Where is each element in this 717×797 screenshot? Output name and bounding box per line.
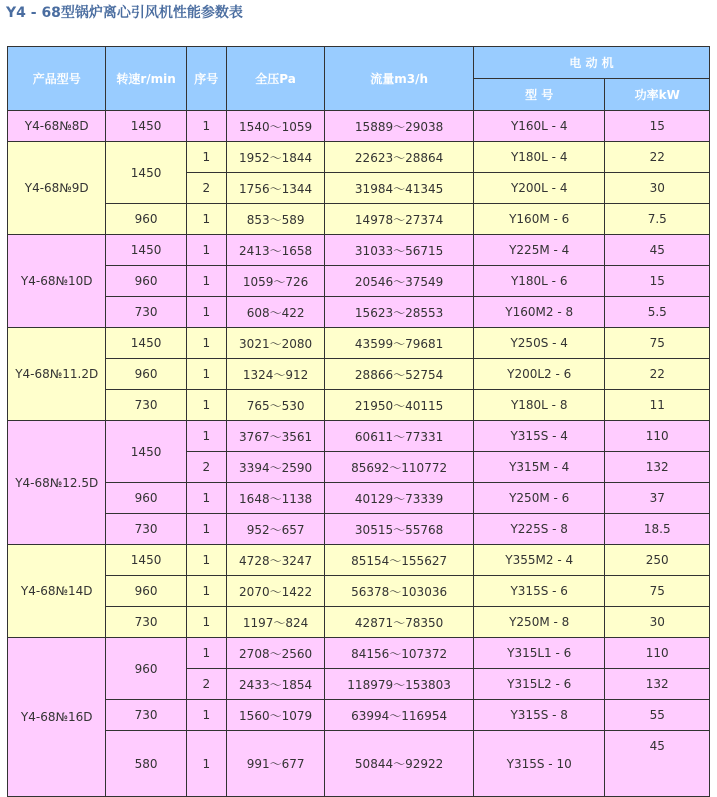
- header-flow: 流量m3/h: [325, 47, 474, 111]
- motor-model-cell: Y160L - 4: [473, 111, 605, 142]
- flow-cell: 43599～79681: [325, 328, 474, 359]
- seq-cell: 1: [186, 328, 226, 359]
- speed-cell: 1450: [106, 235, 186, 266]
- flow-cell: 85692～110772: [325, 452, 474, 483]
- header-speed: 转速r/min: [106, 47, 186, 111]
- table-row: [8, 297, 710, 328]
- model-cell: Y4-68№8D: [8, 111, 106, 142]
- speed-cell: 960: [106, 576, 186, 607]
- table-row: [8, 111, 710, 142]
- motor-model-cell: Y225S - 8: [473, 514, 605, 545]
- flow-cell: 22623～28864: [325, 142, 474, 173]
- motor-model-cell: Y160M - 6: [473, 204, 605, 235]
- seq-cell: 1: [186, 700, 226, 731]
- pressure-cell: 2708～2560: [226, 638, 324, 669]
- pressure-cell: 991～677: [226, 731, 324, 797]
- motor-model-cell: Y180L - 4: [473, 142, 605, 173]
- table-row: [8, 421, 710, 452]
- motor-model-cell: Y225M - 4: [473, 235, 605, 266]
- speed-cell: 960: [106, 359, 186, 390]
- table-row: [8, 142, 710, 173]
- power-cell: 132: [605, 669, 710, 700]
- seq-cell: 1: [186, 731, 226, 797]
- pressure-cell: 2433～1854: [226, 669, 324, 700]
- table-row: [8, 390, 710, 421]
- power-cell: 30: [605, 607, 710, 638]
- pressure-cell: 2413～1658: [226, 235, 324, 266]
- pressure-cell: 1952～1844: [226, 142, 324, 173]
- motor-model-cell: Y315S - 6: [473, 576, 605, 607]
- header-pressure: 全压Pa: [226, 47, 324, 111]
- model-cell: Y4-68№16D: [8, 638, 106, 797]
- header-power: 功率kW: [605, 79, 710, 111]
- speed-cell: 960: [106, 204, 186, 235]
- motor-model-cell: Y200L2 - 6: [473, 359, 605, 390]
- model-cell: Y4-68№10D: [8, 235, 106, 328]
- motor-model-cell: Y315S - 10: [473, 731, 605, 797]
- flow-cell: 15623～28553: [325, 297, 474, 328]
- pressure-cell: 608～422: [226, 297, 324, 328]
- flow-cell: 30515～55768: [325, 514, 474, 545]
- power-cell: 110: [605, 421, 710, 452]
- model-cell: Y4-68№9D: [8, 142, 106, 235]
- flow-cell: 40129～73339: [325, 483, 474, 514]
- pressure-cell: 1756～1344: [226, 173, 324, 204]
- motor-model-cell: Y180L - 6: [473, 266, 605, 297]
- speed-cell: 1450: [106, 545, 186, 576]
- speed-cell: 730: [106, 297, 186, 328]
- table-row: [8, 266, 710, 297]
- model-cell: Y4-68№11.2D: [8, 328, 106, 421]
- speed-cell: 1450: [106, 328, 186, 359]
- power-cell: 22: [605, 142, 710, 173]
- table-row: [8, 607, 710, 638]
- power-cell: 37: [605, 483, 710, 514]
- flow-cell: 63994～116954: [325, 700, 474, 731]
- table-row: [8, 576, 710, 607]
- flow-cell: 118979～153803: [325, 669, 474, 700]
- model-cell: Y4-68№14D: [8, 545, 106, 638]
- motor-model-cell: Y355M2 - 4: [473, 545, 605, 576]
- table-row: [8, 514, 710, 545]
- speed-cell: 1450: [106, 111, 186, 142]
- pressure-cell: 765～530: [226, 390, 324, 421]
- table-row: [8, 204, 710, 235]
- seq-cell: 1: [186, 142, 226, 173]
- flow-cell: 85154～155627: [325, 545, 474, 576]
- pressure-cell: 1560～1079: [226, 700, 324, 731]
- power-cell: 45: [605, 731, 710, 797]
- seq-cell: 1: [186, 235, 226, 266]
- flow-cell: 31984～41345: [325, 173, 474, 204]
- power-cell: 250: [605, 545, 710, 576]
- seq-cell: 1: [186, 111, 226, 142]
- power-cell: 15: [605, 266, 710, 297]
- table-row: [8, 700, 710, 731]
- speed-cell: 730: [106, 390, 186, 421]
- table-header: [8, 47, 710, 111]
- flow-cell: 50844～92922: [325, 731, 474, 797]
- speed-cell: 960: [106, 483, 186, 514]
- motor-model-cell: Y315M - 4: [473, 452, 605, 483]
- seq-cell: 1: [186, 514, 226, 545]
- header-model: 产品型号: [8, 47, 106, 111]
- pressure-cell: 4728～3247: [226, 545, 324, 576]
- pressure-cell: 1059～726: [226, 266, 324, 297]
- seq-cell: 1: [186, 204, 226, 235]
- power-cell: 45: [605, 235, 710, 266]
- power-cell: 11: [605, 390, 710, 421]
- seq-cell: 1: [186, 483, 226, 514]
- header-motor: 电 动 机: [473, 47, 709, 79]
- seq-cell: 2: [186, 173, 226, 204]
- power-cell: 7.5: [605, 204, 710, 235]
- motor-model-cell: Y315S - 8: [473, 700, 605, 731]
- motor-model-cell: Y200L - 4: [473, 173, 605, 204]
- seq-cell: 1: [186, 545, 226, 576]
- seq-cell: 2: [186, 452, 226, 483]
- speed-cell: 730: [106, 514, 186, 545]
- pressure-cell: 853～589: [226, 204, 324, 235]
- seq-cell: 1: [186, 638, 226, 669]
- pressure-cell: 952～657: [226, 514, 324, 545]
- power-cell: 5.5: [605, 297, 710, 328]
- power-cell: 75: [605, 328, 710, 359]
- fan-spec-table: [7, 46, 710, 797]
- motor-model-cell: Y250S - 4: [473, 328, 605, 359]
- flow-cell: 20546～37549: [325, 266, 474, 297]
- flow-cell: 56378～103036: [325, 576, 474, 607]
- seq-cell: 1: [186, 390, 226, 421]
- power-cell: 55: [605, 700, 710, 731]
- pressure-cell: 2070～1422: [226, 576, 324, 607]
- motor-model-cell: Y180L - 8: [473, 390, 605, 421]
- table-row: [8, 483, 710, 514]
- seq-cell: 1: [186, 607, 226, 638]
- flow-cell: 15889～29038: [325, 111, 474, 142]
- table-row: [8, 731, 710, 797]
- seq-cell: 1: [186, 576, 226, 607]
- speed-cell: 960: [106, 638, 186, 700]
- pressure-cell: 3767～3561: [226, 421, 324, 452]
- speed-cell: 730: [106, 700, 186, 731]
- motor-model-cell: Y315S - 4: [473, 421, 605, 452]
- table-row: [8, 545, 710, 576]
- table-body: [8, 111, 710, 797]
- flow-cell: 14978～27374: [325, 204, 474, 235]
- pressure-cell: 1324～912: [226, 359, 324, 390]
- speed-cell: 1450: [106, 421, 186, 483]
- pressure-cell: 3021～2080: [226, 328, 324, 359]
- pressure-cell: 1648～1138: [226, 483, 324, 514]
- motor-model-cell: Y250M - 6: [473, 483, 605, 514]
- power-cell: 75: [605, 576, 710, 607]
- speed-cell: 1450: [106, 142, 186, 204]
- seq-cell: 2: [186, 669, 226, 700]
- table-row: [8, 638, 710, 669]
- flow-cell: 84156～107372: [325, 638, 474, 669]
- seq-cell: 1: [186, 297, 226, 328]
- flow-cell: 28866～52754: [325, 359, 474, 390]
- seq-cell: 1: [186, 266, 226, 297]
- pressure-cell: 3394～2590: [226, 452, 324, 483]
- motor-model-cell: Y315L2 - 6: [473, 669, 605, 700]
- header-seq: 序号: [186, 47, 226, 111]
- speed-cell: 730: [106, 607, 186, 638]
- page-title: Y4 - 68型锅炉离心引风机性能参数表: [6, 5, 243, 21]
- table-row: [8, 359, 710, 390]
- power-cell: 132: [605, 452, 710, 483]
- motor-model-cell: Y315L1 - 6: [473, 638, 605, 669]
- seq-cell: 1: [186, 359, 226, 390]
- header-motor-model: 型 号: [473, 79, 605, 111]
- motor-model-cell: Y160M2 - 8: [473, 297, 605, 328]
- table-row: [8, 328, 710, 359]
- power-cell: 15: [605, 111, 710, 142]
- speed-cell: 960: [106, 266, 186, 297]
- table-row: [8, 235, 710, 266]
- flow-cell: 60611～77331: [325, 421, 474, 452]
- pressure-cell: 1197～824: [226, 607, 324, 638]
- pressure-cell: 1540～1059: [226, 111, 324, 142]
- motor-model-cell: Y250M - 8: [473, 607, 605, 638]
- power-cell: 18.5: [605, 514, 710, 545]
- flow-cell: 31033～56715: [325, 235, 474, 266]
- power-cell: 30: [605, 173, 710, 204]
- power-cell: 110: [605, 638, 710, 669]
- model-cell: Y4-68№12.5D: [8, 421, 106, 545]
- power-cell: 22: [605, 359, 710, 390]
- speed-cell: 580: [106, 731, 186, 797]
- seq-cell: 1: [186, 421, 226, 452]
- flow-cell: 21950～40115: [325, 390, 474, 421]
- flow-cell: 42871～78350: [325, 607, 474, 638]
